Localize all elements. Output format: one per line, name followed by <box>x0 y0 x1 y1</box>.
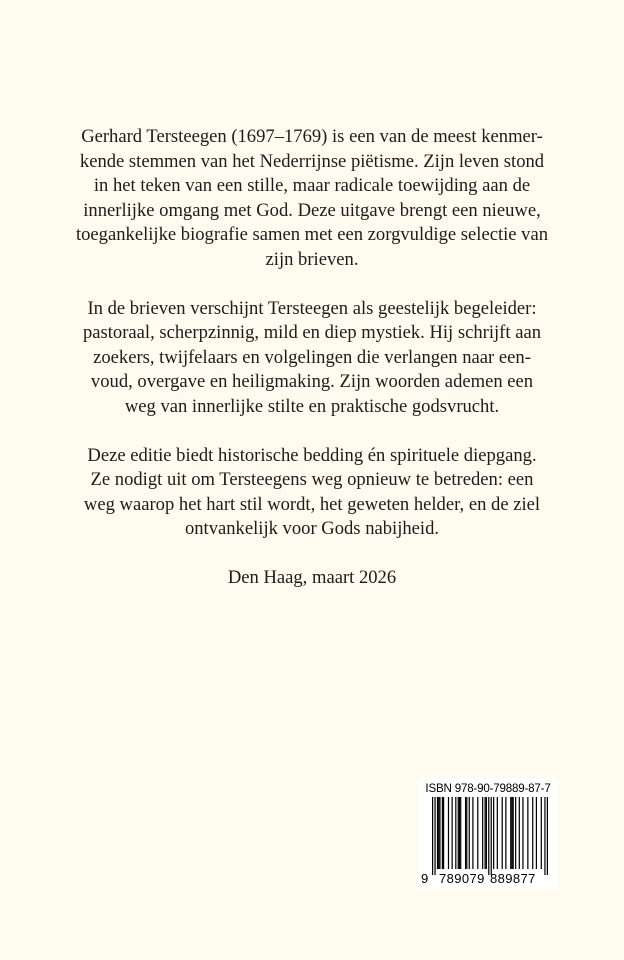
blurb-paragraph-1 <box>54 125 570 272</box>
blurb-paragraph-2 <box>54 297 570 420</box>
barcode-digits-right: 889877 <box>490 871 536 886</box>
text-line: ontvankelijk voor Gods nabijheid. <box>184 518 440 539</box>
text-line: Deze editie biedt historische bedding én spirituele diepgang. <box>87 444 537 466</box>
text-line: innerlijke omgang met God. Deze uitgave brengt een nieuwe, <box>83 199 541 221</box>
text-line: toegankelijke biografie samen met een zorgvuldige selectie van <box>75 224 549 245</box>
text-line: kende stemmen van het Nederrijnse piëtisme. Zijn leven stond <box>79 150 545 172</box>
isbn-barcode <box>418 778 558 890</box>
text-line: Gerhard Tersteegen (1697–1769) is een van de meest kenmer- <box>81 126 543 147</box>
text-line: zoekers, twijfelaars en volgelingen die verlangen naar een- <box>93 346 531 368</box>
barcode-bars <box>432 797 548 875</box>
text-line: In de brieven verschijnt Tersteegen als geestelijk begeleider: <box>87 297 537 319</box>
dateline <box>54 566 570 591</box>
barcode-digit-first: 9 <box>421 871 429 886</box>
text-line: zijn brieven. <box>265 248 359 270</box>
text-line: voud, overgave en heiligmaking. Zijn woorden ademen een <box>90 371 534 392</box>
text-line: in het teken van een stille, maar radicale toewijding aan de <box>93 175 531 196</box>
barcode-digits-left: 789079 <box>439 871 485 886</box>
back-cover-blurb <box>54 125 570 591</box>
text-line: weg waarop het hart stil wordt, het geweten helder, en de ziel <box>83 493 541 515</box>
blurb-paragraph-3 <box>54 444 570 542</box>
text-line: weg van innerlijke stilte en praktische godsvrucht. <box>124 395 500 417</box>
text-line: Ze nodigt uit om Tersteegens weg opnieuw te betreden: een <box>90 469 534 490</box>
text-line: pastoraal, scherpzinnig, mild en diep mystiek. Hij schrijft aan <box>82 322 541 343</box>
isbn-label: ISBN 978-90-79889-87-7 <box>425 782 551 795</box>
place-date: Den Haag, maart 2026 <box>227 567 397 588</box>
